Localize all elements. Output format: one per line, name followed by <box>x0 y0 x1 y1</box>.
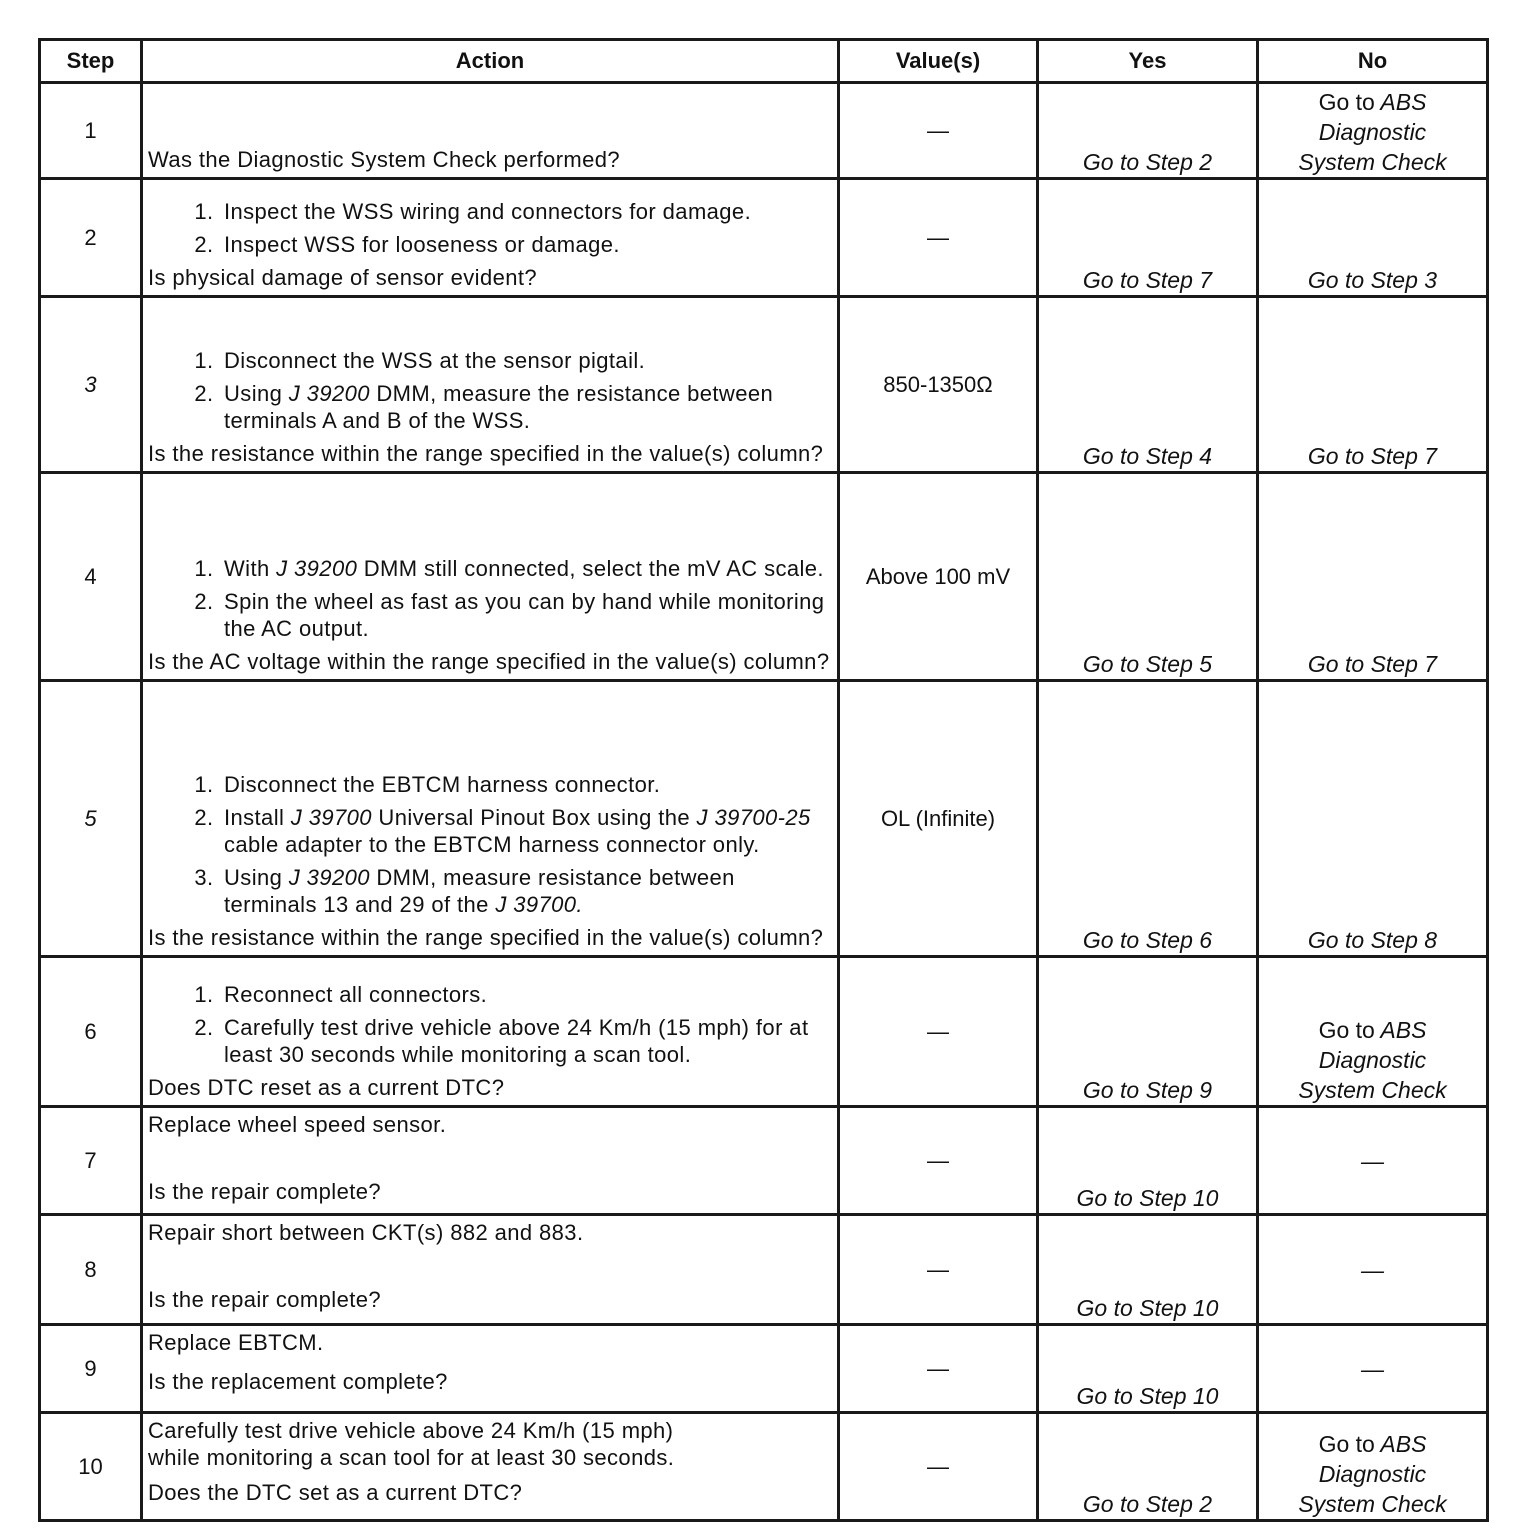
header-action: Action <box>142 40 839 83</box>
action-cell <box>142 1215 839 1325</box>
step-number: 5 <box>40 681 142 957</box>
step-number: 4 <box>40 473 142 681</box>
step-text: Using <box>224 865 283 890</box>
value-cell: — <box>839 179 1038 297</box>
step-number: 10 <box>40 1413 142 1521</box>
yes-cell: Go to Step 10 <box>1038 1325 1258 1413</box>
table-row <box>40 1413 1488 1521</box>
action-text: Replace EBTCM. <box>148 1330 324 1355</box>
action-steps <box>148 771 833 918</box>
step-text: cable adapter to the EBTCM harness connector only. <box>224 832 760 857</box>
action-step: 1. Disconnect the WSS at the sensor pigtail. <box>220 347 833 374</box>
no-abs: ABS <box>1380 1431 1427 1457</box>
action-question: Is the resistance within the range specified in the value(s) column? <box>148 441 824 466</box>
action-steps <box>148 555 833 642</box>
action-step <box>220 864 833 918</box>
value-cell: — <box>839 1413 1038 1521</box>
tool-ref: J 39200 <box>288 381 370 406</box>
step-text: Using <box>224 381 283 406</box>
header-values: Value(s) <box>839 40 1038 83</box>
action-step <box>220 555 833 582</box>
no-go-to: Go to <box>1318 1431 1375 1457</box>
action-cell <box>142 83 839 179</box>
step-text: DMM, measure resistance between terminals 13 and 29 of the <box>224 865 735 917</box>
yes-cell: Go to Step 7 <box>1038 179 1258 297</box>
table-row <box>40 179 1488 297</box>
tool-ref: J 39200 <box>276 556 358 581</box>
no-cell <box>1258 1413 1488 1521</box>
no-cell: Go to Step 7 <box>1258 473 1488 681</box>
step-number: 6 <box>40 957 142 1107</box>
action-text: Repair short between CKT(s) 882 and 883. <box>148 1220 584 1245</box>
action-step: 2. Carefully test drive vehicle above 24 Km/h (15 mph) for at least 30 seconds while monitoring a scan tool. <box>220 1014 833 1068</box>
action-cell <box>142 1325 839 1413</box>
action-step <box>220 380 833 434</box>
action-step: 2. Inspect WSS for looseness or damage. <box>220 231 833 258</box>
action-question: Does the DTC set as a current DTC? <box>148 1480 523 1505</box>
value-cell: OL (Infinite) <box>839 681 1038 957</box>
value-cell: — <box>839 957 1038 1107</box>
value-cell: — <box>839 83 1038 179</box>
action-cell <box>142 957 839 1107</box>
table-row <box>40 473 1488 681</box>
action-question: Is the resistance within the range specified in the value(s) column? <box>148 925 824 950</box>
no-cell: — <box>1258 1325 1488 1413</box>
no-cell <box>1258 83 1488 179</box>
table-row <box>40 83 1488 179</box>
action-question: Was the Diagnostic System Check performed? <box>148 147 621 172</box>
no-line2: Diagnostic <box>1318 1047 1427 1073</box>
value-cell: — <box>839 1215 1038 1325</box>
header-yes: Yes <box>1038 40 1258 83</box>
yes-cell: Go to Step 5 <box>1038 473 1258 681</box>
action-step: 1. Reconnect all connectors. <box>220 981 833 1008</box>
no-abs: ABS <box>1380 89 1427 115</box>
action-steps <box>148 347 833 434</box>
action-steps <box>148 981 833 1068</box>
step-number: 9 <box>40 1325 142 1413</box>
no-line3: System Check <box>1298 1491 1447 1517</box>
value-cell: Above 100 mV <box>839 473 1038 681</box>
action-question: Does DTC reset as a current DTC? <box>148 1075 505 1100</box>
no-line2: Diagnostic <box>1318 1461 1427 1487</box>
action-cell <box>142 297 839 473</box>
table-row <box>40 1215 1488 1325</box>
action-step: 2. Spin the wheel as fast as you can by hand while monitoring the AC output. <box>220 588 833 642</box>
yes-cell: Go to Step 9 <box>1038 957 1258 1107</box>
header-no: No <box>1258 40 1488 83</box>
action-cell <box>142 1413 839 1521</box>
no-abs: ABS <box>1380 1017 1427 1043</box>
tool-ref: J 39200 <box>288 865 370 890</box>
action-cell <box>142 473 839 681</box>
action-question: Is the replacement complete? <box>148 1369 448 1394</box>
step-text: Universal Pinout Box using the <box>378 805 691 830</box>
no-go-to: Go to <box>1318 89 1375 115</box>
value-cell: — <box>839 1325 1038 1413</box>
action-cell <box>142 681 839 957</box>
step-text: With <box>224 556 270 581</box>
action-step: 1. Disconnect the EBTCM harness connector. <box>220 771 833 798</box>
tool-ref: J 39700-25 <box>696 805 811 830</box>
yes-cell: Go to Step 2 <box>1038 1413 1258 1521</box>
action-cell <box>142 179 839 297</box>
action-step: 1. Inspect the WSS wiring and connectors for damage. <box>220 198 833 225</box>
tool-ref: J 39700. <box>495 892 583 917</box>
table-row <box>40 1325 1488 1413</box>
action-cell <box>142 1107 839 1215</box>
no-cell: Go to Step 8 <box>1258 681 1488 957</box>
table-row <box>40 681 1488 957</box>
yes-cell: Go to Step 2 <box>1038 83 1258 179</box>
step-number: 7 <box>40 1107 142 1215</box>
action-text: Replace wheel speed sensor. <box>148 1112 447 1137</box>
diagnostic-table <box>38 38 1489 1522</box>
action-question: Is the AC voltage within the range specified in the value(s) column? <box>148 649 830 674</box>
yes-cell: Go to Step 10 <box>1038 1215 1258 1325</box>
header-row <box>40 40 1488 83</box>
action-step <box>220 804 833 858</box>
tool-ref: J 39700 <box>290 805 372 830</box>
step-text: DMM still connected, select the mV AC scale. <box>363 556 824 581</box>
no-cell: Go to Step 7 <box>1258 297 1488 473</box>
value-cell: 850-1350Ω <box>839 297 1038 473</box>
no-cell: — <box>1258 1215 1488 1325</box>
value-cell: — <box>839 1107 1038 1215</box>
no-line3: System Check <box>1298 149 1447 175</box>
action-steps <box>148 198 833 258</box>
no-cell: Go to Step 3 <box>1258 179 1488 297</box>
step-text: Install <box>224 805 285 830</box>
no-cell: — <box>1258 1107 1488 1215</box>
no-go-to: Go to <box>1318 1017 1375 1043</box>
yes-cell: Go to Step 4 <box>1038 297 1258 473</box>
table-row <box>40 1107 1488 1215</box>
no-cell <box>1258 957 1488 1107</box>
step-number: 2 <box>40 179 142 297</box>
yes-cell: Go to Step 10 <box>1038 1107 1258 1215</box>
action-question: Is the repair complete? <box>148 1179 381 1204</box>
step-number: 8 <box>40 1215 142 1325</box>
no-line2: Diagnostic <box>1318 119 1427 145</box>
action-question: Is the repair complete? <box>148 1287 381 1312</box>
header-step: Step <box>40 40 142 83</box>
table-row <box>40 957 1488 1107</box>
no-line3: System Check <box>1298 1077 1447 1103</box>
action-question: Is physical damage of sensor evident? <box>148 265 538 290</box>
step-number: 1 <box>40 83 142 179</box>
action-text: Carefully test drive vehicle above 24 Km/h (15 mph) while monitoring a scan tool for at least 30 seconds. <box>148 1418 675 1470</box>
table-row <box>40 297 1488 473</box>
step-text: DMM, measure the resistance between terminals A and B of the WSS. <box>224 381 774 433</box>
step-number: 3 <box>40 297 142 473</box>
yes-cell: Go to Step 6 <box>1038 681 1258 957</box>
